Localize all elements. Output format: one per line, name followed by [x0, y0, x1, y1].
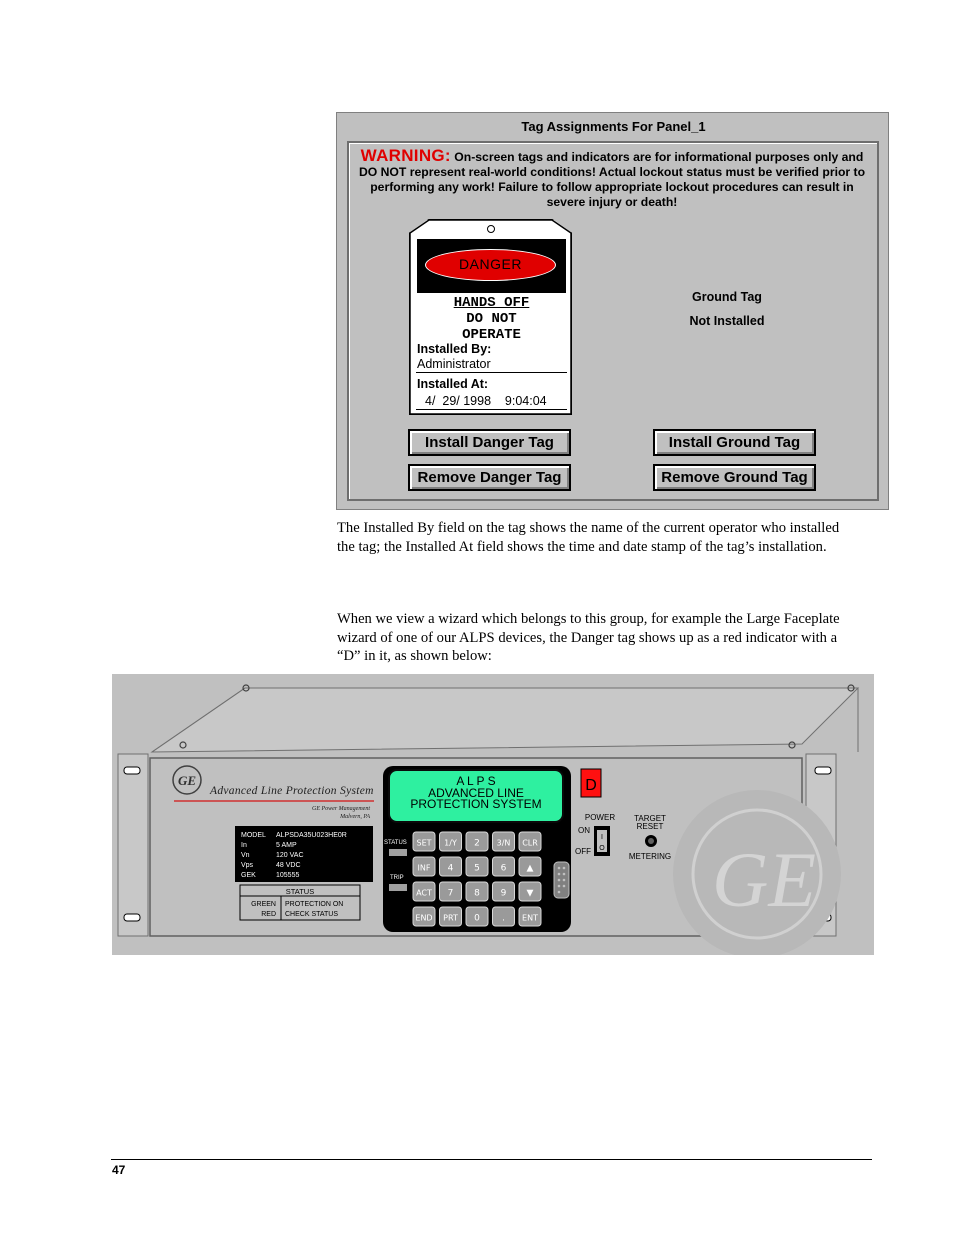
keypad-key-label: ▲	[526, 863, 534, 874]
keypad-key-label: 6	[500, 863, 507, 874]
diagnostic-port-icon	[554, 862, 569, 898]
nameplate-value: 120 VAC	[276, 852, 304, 859]
lcd-line-1: A L P S	[456, 774, 496, 788]
installed-at-value: 4/ 29/ 1998 9:04:04	[425, 394, 547, 408]
keypad-key-label: ▼	[526, 888, 534, 899]
nameplate-key: Vn	[241, 852, 250, 859]
power-off-label: OFF	[575, 847, 591, 856]
lcd-line-2: ADVANCED LINE	[428, 786, 524, 800]
install-ground-tag-button[interactable]: Install Ground Tag	[653, 429, 816, 456]
keypad-key-label: INF	[417, 863, 431, 873]
keypad-key-label: SET	[416, 838, 432, 848]
target-reset-label-2: RESET	[636, 822, 664, 831]
nameplate-value: 105555	[276, 872, 300, 879]
rack-slot-icon	[124, 767, 140, 774]
nameplate-value: ALPSDA35U023HE0R	[276, 832, 347, 839]
tag-line-hands-off: HANDS OFF	[453, 295, 530, 311]
keypad-key-label: PRT	[443, 913, 458, 923]
status-right-check: CHECK STATUS	[285, 911, 339, 918]
page-number: 47	[112, 1163, 126, 1177]
nameplate-value: 5 AMP	[276, 842, 297, 849]
power-switch-off-mark: O	[599, 845, 605, 852]
led-label-trip: TRIP	[390, 875, 404, 881]
installed-by-value: Administrator	[417, 357, 491, 371]
status-table-title: STATUS	[285, 887, 315, 896]
keypad-key-label: ACT	[416, 888, 432, 898]
remove-ground-tag-button[interactable]: Remove Ground Tag	[653, 464, 816, 491]
status-left-green: GREEN	[251, 901, 276, 908]
nameplate-key: GEK	[241, 872, 256, 879]
nameplate-key: In	[241, 842, 247, 849]
keypad-key-label: 7	[447, 888, 454, 899]
svg-text:GE: GE	[712, 836, 816, 923]
tag-hole-icon	[487, 225, 495, 233]
status-left-red: RED	[261, 911, 276, 918]
power-switch-on-mark: I	[601, 834, 603, 841]
status-right-protection: PROTECTION ON	[285, 901, 344, 908]
keypad-key-label: .	[502, 913, 505, 924]
nameplate-key: Vps	[241, 862, 254, 869]
ground-tag-label: Ground Tag	[692, 290, 762, 304]
warning-text: On-screen tags and indicators are for informational purposes only and DO NOT represent real-world conditions! Actual lockout status must be verified prior to performing any work! Failure to follow appropriate lockout procedures can result in severe injury or death!	[358, 150, 866, 209]
status-led	[389, 849, 407, 856]
maker-line1: GE Power Management	[312, 806, 370, 812]
danger-header: DANGER	[459, 256, 522, 272]
keypad-key-label: ENT	[522, 913, 538, 923]
power-on-label: ON	[578, 826, 590, 835]
product-title: Advanced Line Protection System	[210, 785, 374, 797]
keypad-key-label: END	[415, 913, 433, 923]
tag-assignments-dialog	[336, 112, 889, 510]
keypad-key-label: 5	[474, 863, 480, 874]
target-reset-label-1: TARGET	[634, 814, 666, 823]
metering-label: METERING	[628, 852, 672, 861]
footer-rule	[111, 1159, 872, 1160]
alps-faceplate	[112, 674, 874, 955]
installed-at-rule	[416, 409, 567, 410]
power-label: POWER	[584, 813, 616, 822]
remove-danger-tag-button[interactable]: Remove Danger Tag	[408, 464, 571, 491]
tag-line-do-not: DO NOT	[466, 311, 517, 327]
lcd-line-3: PROTECTION SYSTEM	[410, 797, 542, 811]
installed-at-label: Installed At:	[417, 377, 489, 391]
maker-line2: Malvern, PA	[340, 814, 370, 820]
ge-logo-text: GE	[177, 773, 197, 788]
ground-tag-status: Not Installed	[689, 314, 765, 328]
nameplate-value: 48 VDC	[276, 862, 301, 869]
installed-by-rule	[416, 372, 567, 373]
keypad-key-label: 2	[474, 838, 480, 849]
dialog-title: Tag Assignments For Panel_1	[521, 119, 706, 134]
rack-slot-icon	[124, 914, 140, 921]
keypad-key-label: CLR	[522, 838, 538, 848]
warning-message	[357, 148, 867, 210]
rack-ear-left	[118, 754, 148, 936]
chassis-top	[152, 688, 858, 752]
trip-led	[389, 884, 407, 891]
installed-by-label: Installed By:	[417, 342, 492, 356]
keypad-key-label: 8	[474, 888, 480, 899]
tag-line-operate: OPERATE	[462, 327, 521, 343]
keypad-key-label: 4	[447, 863, 454, 874]
rack-slot-icon	[815, 767, 831, 774]
keypad-key-label: 3/N	[496, 838, 511, 848]
install-danger-tag-button[interactable]: Install Danger Tag	[408, 429, 571, 456]
warning-label: WARNING:	[360, 146, 451, 165]
keypad-key-label: 0	[474, 913, 480, 924]
keypad-key-label: 9	[500, 888, 507, 899]
paragraph-danger-indicator: When we view a wizard which belongs to this group, for example the Large Faceplate wizard of one of our ALPS devices, the Danger tag shows up as a red indicator with a “D” in it, as shown below:	[337, 611, 840, 664]
nameplate-key: MODEL	[241, 832, 266, 839]
danger-indicator-label: D	[585, 777, 597, 794]
led-label-status: STATUS	[384, 840, 407, 846]
paragraph-installed-fields: The Installed By field on the tag shows the name of the current operator who installed the tag; the Installed At field shows the time and date stamp of the tag’s installation.	[337, 520, 840, 555]
keypad-key-label: 1/Y	[444, 838, 457, 848]
